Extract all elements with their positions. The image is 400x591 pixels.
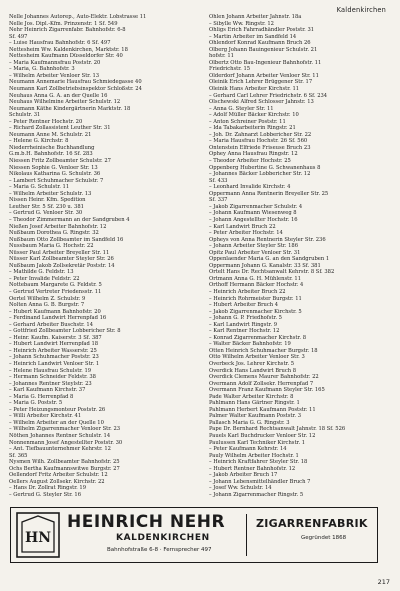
directory-entry: – Leonhard Invalide Kirchstr. 4 — [209, 184, 291, 191]
directory-entry: – Wilhelm Arbeiter Venloer Str. 13 — [9, 72, 100, 79]
directory-entry: – Karl Kaufmann Kirchstr. 37 — [9, 387, 86, 394]
directory-entry: – Johannes Rentner Steylstr. 23 — [9, 380, 92, 387]
directory-entry: Sf. 337 — [209, 197, 228, 204]
directory-entry: Nolten Anna G. B. Burgstr. 7 — [9, 302, 85, 309]
directory-entry: – Johann Kaufmann Wiesenweg 8 — [209, 210, 297, 217]
directory-entry: Oellers August Zollsekr. Kirchstr. 22 — [9, 478, 105, 485]
directory-entry: – Gertrud Vertreter Friedensstr. 11 — [9, 288, 102, 295]
directory-entry: Sf. 497 — [9, 33, 28, 40]
directory-entry: – Heinrich Landwirt Venloer Str. 1 — [9, 360, 100, 367]
directory-entry: Ortmann Anna G. H. Mühlenstr. 11 — [209, 275, 302, 282]
directory-entry: Schulstr. 31 — [9, 112, 41, 119]
directory-entry: Ohlendorf Konrad Kaufmann Bruch 26 — [209, 40, 311, 47]
directory-entry: Olderdorf Johann Arbeiter Venloer Str. 11 — [209, 72, 319, 79]
directory-entry: – Anton Schreiner Poststr. 11 — [209, 118, 286, 125]
directory-entry: Olbertz Otto Bau-Ingenieur Bahnhofstr. 11 — [209, 59, 322, 66]
directory-entry: Ohlen Johann Arbeiter Jahnstr. 18a — [209, 14, 302, 20]
directory-entry: – Maria Kaufmannsfrau Poststr. 20 — [9, 59, 101, 66]
directory-entry: – Josef Ww. Schulstr. 14 — [209, 485, 272, 492]
directory-entry: Nettesheim Ww. Kaldenkirchen, Marktstr. 18 — [9, 46, 128, 53]
directory-entry: – Ida Tabakarbeiterin Ringstr. 21 — [209, 125, 296, 132]
factory-logo-icon — [16, 512, 60, 558]
directory-entry: – Wilhelm Arbeiter an der Quelle 10 — [9, 419, 104, 426]
directory-entry: – Johann Lebensmittelhändler Bruch 7 — [209, 478, 311, 485]
directory-entry: Overbeck Jos. Lehrer Kirchstr. 5 — [209, 360, 295, 367]
directory-entry: – Walter Bäcker Bahnhofstr. 19 — [209, 341, 291, 348]
directory-entry: – Gerhard Arbeiter Buschstr. 14 — [9, 321, 93, 328]
directory-entry: Nottebaum Margarete G. Feldstr. 5 — [9, 282, 102, 289]
directory-entry: Niessen Fritz Zollbeamter Schulstr. 27 — [9, 158, 111, 165]
directory-entry: Nußbaum Jakob Zollsekretär Poststr. 14 — [9, 262, 115, 269]
company-address: Bahnhofstraße 6-8 · Fernsprecher 497 — [107, 547, 212, 553]
directory-entry: – Maria G. Poststr. 5 — [9, 400, 63, 407]
directory-entry: – Maria Hausfrau Hochstr. 26 Sf. 560 — [209, 138, 308, 145]
directory-entry: Neumann Anne M. Schulstr. 21 — [9, 131, 92, 138]
directory-entry: – Peter Kaufmann Kehrstr. 14 — [209, 446, 287, 453]
directory-entry: Oertel Wilhelm Z. Schulstr. 9 — [9, 295, 86, 302]
directory-entry: – Adolf Müller Bäcker Kirchstr. 10 — [209, 112, 299, 119]
directory-entry: Otto Wilhelm Arbeiter Venloer Str. 3 — [209, 354, 305, 361]
directory-entry: – Heinrich Rohrmeister Burgstr. 11 — [209, 295, 302, 302]
directory-entry: – Konrad Zigarrenmacher Kirchstr. 8 — [209, 334, 307, 341]
directory-entry: – Karl Rentner Hochstr. 12 — [209, 328, 280, 335]
directory-entry: Ortelt Hans Dr. Rechtsanwalt Kehrstr. 8 Sf. 382 — [209, 269, 335, 276]
directory-entry: Oleinik Hans Arbeiter Kirchstr. 11 — [209, 86, 300, 93]
directory-entry: Overmann Franz Kaufmann Steyler Str. 165 — [209, 387, 325, 394]
directory-entry: Nelle Johannes Autorep., Auto-Elektr. Lobstrasse 11 — [9, 14, 147, 20]
directory-entry: Pauly Wilhelm Arbeiter Hochstr. 1 — [209, 452, 299, 459]
directory-entry: – Helene G. Kirchstr. 8 — [9, 138, 69, 145]
directory-entry: Sf. 365 — [9, 452, 28, 459]
directory-entry: Pade Walter Arbeiter Kirchstr. 8 — [209, 393, 294, 400]
directory-entry: – Mathilde G. Feldstr. 13 — [9, 269, 74, 276]
directory-entry: – Heinr. Kaufm. Kaiserstr. 3 Sf. 387 — [9, 334, 102, 341]
directory-entry: – Hubert Kaufmann Bahnhofstr. 20 — [9, 308, 101, 315]
directory-entry: – Heinrich Arbeiter Bruch 22 — [209, 288, 286, 295]
directory-entry: – Maria G. Schulstr. 11 — [9, 184, 70, 191]
directory-entry: Neuhaus Anna G. A. an der Quelle 16 — [9, 92, 108, 99]
company-founded: Gegründet 1868 — [301, 535, 347, 541]
running-head: Kaldenkirchen — [336, 6, 386, 14]
directory-entry: – Peter Rentner Hochstr. 20 — [9, 118, 83, 125]
directory-entry: Nüsser Karl Zollbeamter Steyler Str. 26 — [9, 256, 114, 263]
directory-entry: Nikolaus Katharina G. Schulstr. 36 — [9, 171, 101, 178]
directory-entry: Oppenlaender Maria G. an den Sandgruben 1 — [209, 256, 330, 263]
directory-entry: – Gertrud G. Venloer Str. 30 — [9, 210, 83, 217]
directory-entry: Orthoff Hermann Bäcker Hochstr. 4 — [209, 282, 304, 289]
directory-entry: G.m.b.H. Bahnhofstr. 16 Sf. 283 — [9, 151, 93, 158]
company-product: ZIGARRENFABRIK — [256, 517, 368, 530]
company-city: KALDENKIRCHEN — [116, 533, 210, 543]
directory-entry: Nüsser Paul Arbeiter Breyeller Str. 11 — [9, 249, 110, 256]
directory-entry: – Willi Arbeiter Kirchstr. 41 — [9, 413, 82, 420]
directory-entry: Oppermann Johann G. Kanalstr. 33 Sf. 381 — [209, 262, 321, 269]
directory-entry: Neumann Käthe Kindergärtnerin Marktstr. 18 — [9, 105, 131, 112]
directory-entry: – Johann Zigarrenmacher Ringstr. 5 — [209, 491, 304, 498]
directory-entry: – Anna G. Steyler Str. 11 — [209, 105, 274, 112]
directory-entry: Overdick Clemens Maurer Bahnhofstr. 22 — [209, 374, 319, 381]
directory-entry: Nonnenmann Josef Angestellter Poststr. 30 — [9, 439, 123, 446]
directory-entry: – Wilhelm Zigarrenmacher Venloer Str. 23 — [9, 426, 121, 433]
directory-entry: Ontenstein Elfriede Friseuse Bruch 23 — [209, 144, 311, 151]
directory-entry: – Hubert Rentner Bahnhofstr. 12 — [209, 465, 296, 472]
directory-entry: – Jakob Zigarrenmacher Kirchstr. 5 — [209, 308, 302, 315]
directory-entry: Nettesheim Kaufmann Düsseldorfer Str. 40 — [9, 53, 123, 60]
directory-entry: – Helene Hausfrau Schulstr. 19 — [9, 367, 92, 374]
directory-entry: Nöthen Johannes Rentner Schulstr. 14 — [9, 433, 111, 439]
directory-entry: Oellendorf Fritz Arbeiter Schulstr. 12 — [9, 472, 108, 479]
directory-entry: Pahlmann Hans Gärtner Ringstr. 1 — [209, 400, 300, 407]
directory-entry: – Joh. Dr. Zahnarzt Lobbericher Str. 22 — [209, 131, 312, 138]
directory-entry: Neumann Karl Zollbetriebsinspektor Schloßstr. 24 — [9, 86, 142, 93]
directory-entry: Leuther Str. 5 Sf. 230 u. 381 — [9, 203, 84, 210]
directory-entry: – Johann Arbeiter Steyler Str. 186 — [209, 243, 299, 250]
directory-entry: Olberg Johann Bauingenieur Schulstr. 21 — [209, 46, 318, 53]
logo-monogram: HN — [24, 530, 52, 546]
directory-entry: Neuhaus Wilhelmine Arbeiter Schulstr. 12 — [9, 99, 121, 106]
directory-entry: – Johann Schuhmacher Poststr. 23 — [9, 354, 99, 361]
directory-entry: – Luise Hausfrau Bahnhofstr. 6 Sf. 497 — [9, 40, 111, 47]
directory-entry: – Sibylle Ww. Ringstr. 12 — [209, 20, 274, 27]
directory-entry: – Maria, G. Bahnhofstr. 3 — [9, 66, 75, 73]
directory-entry: Nysmen Wilh. Zollbeamter Bahnhofstr. 25 — [9, 459, 120, 466]
directory-entry: Pallasch Maria G. G. Ringstr. 3 — [209, 419, 290, 426]
directory-entry: – Theodor Zimmermann an der Sandgruben 4 — [9, 216, 130, 223]
directory-entry: Pahlmann Herbert Kaufmann Poststr. 11 — [209, 406, 316, 413]
directory-entry: – Gerhard Carl Lehrer Friedrichstr. 6 Sf. 234 — [209, 92, 328, 99]
directory-entry: Pape Dr. Bernhard Rechtsanwalt Jahnstr. 18 Sf. 526 — [209, 426, 346, 433]
directory-entry: Nussbaum Maria G. Hochstr. 22 — [9, 243, 94, 250]
directory-entry: Ochs Bertha Kaufmannswitwe Burgstr. 27 — [9, 465, 120, 472]
directory-entry: Neumann Annemarie Hausfrau Schmiedegasse 40 — [9, 79, 142, 86]
directory-entry: Niederrheinische Buchhandlung — [9, 144, 95, 151]
directory-entry: – Peter Invalide Feldstr. 22 — [9, 275, 80, 282]
right-column — [209, 14, 391, 498]
directory-entry: – Karl Landwirt Ringstr. 9 — [209, 321, 277, 328]
directory-entry: – Hermann Schneider Feldstr. 38 — [9, 374, 96, 381]
directory-entry: – Heinrich Arbeiter Wasserstr. 25 — [9, 347, 97, 354]
directory-entry: Ohligs Erich Fahrradhändler Poststr. 31 — [209, 27, 315, 34]
directory-entry: – Wilhelm Arbeiter Schulstr. 13 — [9, 190, 92, 197]
directory-entry: Nelle Jos. Dipl.-Kfm. Prinzenstr. 1 Sf. 549 — [9, 20, 118, 27]
directory-entry: Sf. 433 — [209, 177, 228, 184]
directory-entry: Overmann Adolf Zollsekr. Herrenpfad 7 — [209, 380, 314, 387]
directory-entry: Nissen Heinr. Kfm. Spedition — [9, 197, 86, 204]
directory-entry: Oppermann Anna Rentnerin Breyeller Str. 25 — [209, 190, 329, 197]
directory-entry: – Peter Heizungsmonteur Poststr. 26 — [9, 406, 106, 413]
left-column — [9, 14, 191, 498]
directory-entry: – Jakob Zigarrenmacher Schulstr. 4 — [209, 203, 303, 210]
directory-entry: Nehr Heinrich Zigarrenfabr. Bahnhofstr. 6-8 — [9, 27, 126, 34]
company-name: HEINRICH NEHR — [67, 512, 226, 532]
directory-entry: Palmer Walter Kaufmann Poststr. 3 — [209, 413, 302, 420]
directory-entry: – Hubert Arbeiter Bruch 4 — [209, 302, 279, 309]
directory-entry: Nießen Josef Arbeiter Bahnhofstr. 12 — [9, 223, 107, 230]
directory-entry: – Karl Landwirt Bruch 22 — [209, 223, 276, 230]
directory-entry: Niessen Sophie G. Venloer Str. 13 — [9, 164, 98, 171]
directory-entry: – Heinrich Kraftfahrer Steyler Str. 18 — [209, 459, 308, 466]
directory-entry: Oleinik Erich Lehrer Brüggener Str. 17 — [209, 79, 313, 86]
directory-entry: – Johann G. P. Friedhofstr. 5 — [209, 315, 282, 322]
directory-entry: Nußbaum Dorothea G. Ringstr. 32 — [9, 230, 99, 237]
ad-divider — [246, 514, 247, 556]
page-number: 217 — [377, 578, 390, 586]
directory-entry: – Maria G. Herrenpfad 8 — [9, 393, 74, 400]
directory-entry: Opheys von Anna Rentnerin Steyler Str. 236 — [209, 236, 326, 243]
directory-entry: – Gottfried Zollbeamter Lobbericher Str. 8 — [9, 328, 121, 335]
directory-entry: – Jakob Arbeiter Bruch 17 — [209, 472, 278, 479]
directory-entry: Opitz Paul Arbeiter Venloer Str. 31 — [209, 249, 301, 256]
directory-entry: Nußbaum Otto Zollbeamter im Sandfeld 16 — [9, 236, 124, 243]
directory-entry: – Peter Arbeiter Hochstr. 14 — [209, 230, 283, 237]
directory-entry: Ophey Anna Hausfrau Ringstr. 12 — [209, 151, 298, 158]
directory-entry: Otten Heinrich Schuhmacher Burgstr. 18 — [209, 347, 318, 354]
directory-entry: – Martin Arbeiter im Sandfeld 14 — [209, 33, 297, 40]
directory-entry: Friedrichstr. 15 — [209, 66, 251, 73]
directory-entry: hofstr. 11 — [209, 53, 234, 60]
directory-entry: – Lambert Schuhmacher Schulstr. 7 — [9, 177, 104, 184]
directory-entry: – Richard Zollassistent Leuther Str. 31 — [9, 125, 111, 132]
directory-entry: – Gertrud G. Steyler Str. 16 — [9, 491, 82, 498]
directory-entry: Overdick Hans Landwirt Bruch 8 — [209, 367, 297, 374]
directory-entry: Pauels Karl Buchdrucker Venloer Str. 12 — [209, 433, 316, 439]
advertisement — [10, 507, 378, 563]
directory-entry: – Ant. Tiefbauunternehmer Kehrstr. 12 — [9, 446, 111, 453]
directory-entry: – Hubert Landwirt Herrenpfad 18 — [9, 341, 99, 348]
directory-entry: Olschewski Alfred Schlosser Jahnstr. 13 — [209, 99, 314, 106]
directory-entry: – Theodor Arbeiter Hochstr. 25 — [209, 158, 291, 165]
directory-entry: Paulussen Karl Techniker Kirchstr. 1 — [209, 439, 306, 446]
directory-entry: – Hans Dr. Zollrat Ringstr. 19 — [9, 485, 87, 492]
directory-entry: – Johannes Bäcker Lobbericher Str. 12 — [209, 171, 311, 178]
directory-entry: – Johann Angestellter Hochstr. 16 — [209, 216, 298, 223]
directory-entry: Oppenberg Hubertine G. Schwanenhaus 8 — [209, 164, 321, 171]
directory-entry: – Ferdinand Landwirt Herrenpfad 16 — [9, 315, 107, 322]
